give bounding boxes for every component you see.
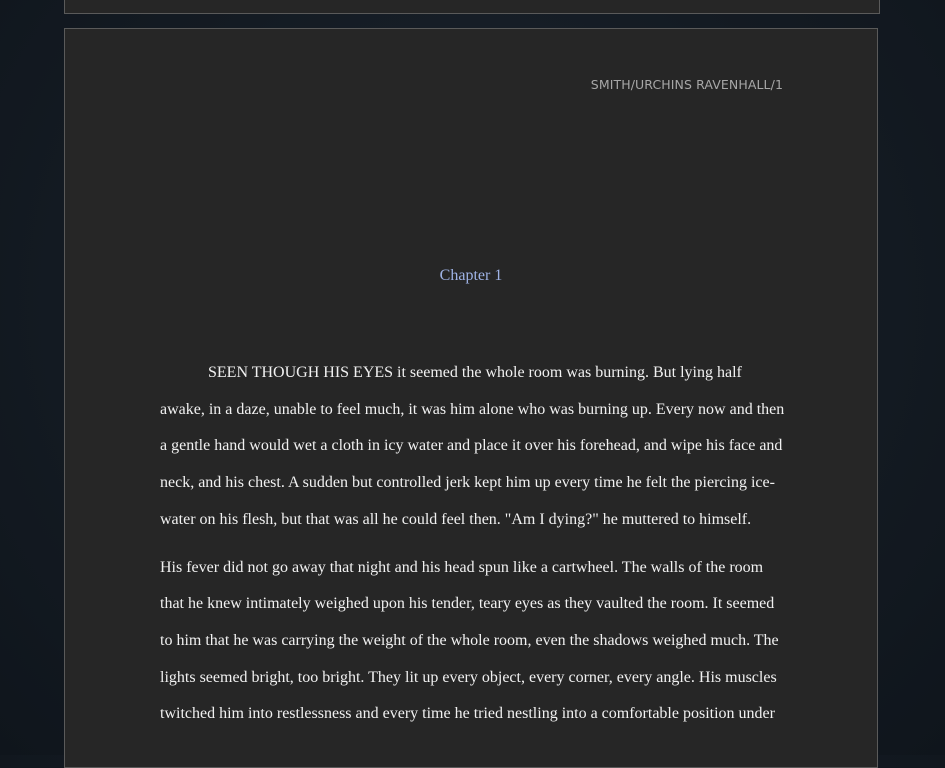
paragraph-2: His fever did not go away that night and his head spun like a cartwheel. The walls of the room that he knew intimately weighed upon his tender, teary eyes as they vaulted the room. It seemed to him that he was carrying the weight of the whole room, even the shadows weighed much. The lights seemed bright, too bright. They lit up every object, every corner, every angle. His muscles twitched him into restlessness and every time he tried nestling into a comfortable position under (160, 558, 779, 723)
running-header: SMITH/URCHINS RAVENHALL/1 (590, 77, 783, 92)
document-page[interactable] (64, 28, 878, 768)
body-text[interactable] (160, 355, 790, 744)
previous-page-edge (64, 0, 880, 14)
chapter-title: Chapter 1 (439, 267, 503, 284)
paragraph-1: SEEN THOUGH HIS EYES it seemed the whole room was burning. But lying half awake, in a daze, unable to feel much, it was him alone who was burning up. Every now and then a gentle hand would wet a cloth in icy water and place it over his forehead, and wipe his face and neck, and his chest. A sudden but controlled jerk kept him up every time he felt the piercing ice-water on his flesh, but that was all he could feel then. "Am I dying?" he muttered to himself. (160, 364, 785, 528)
